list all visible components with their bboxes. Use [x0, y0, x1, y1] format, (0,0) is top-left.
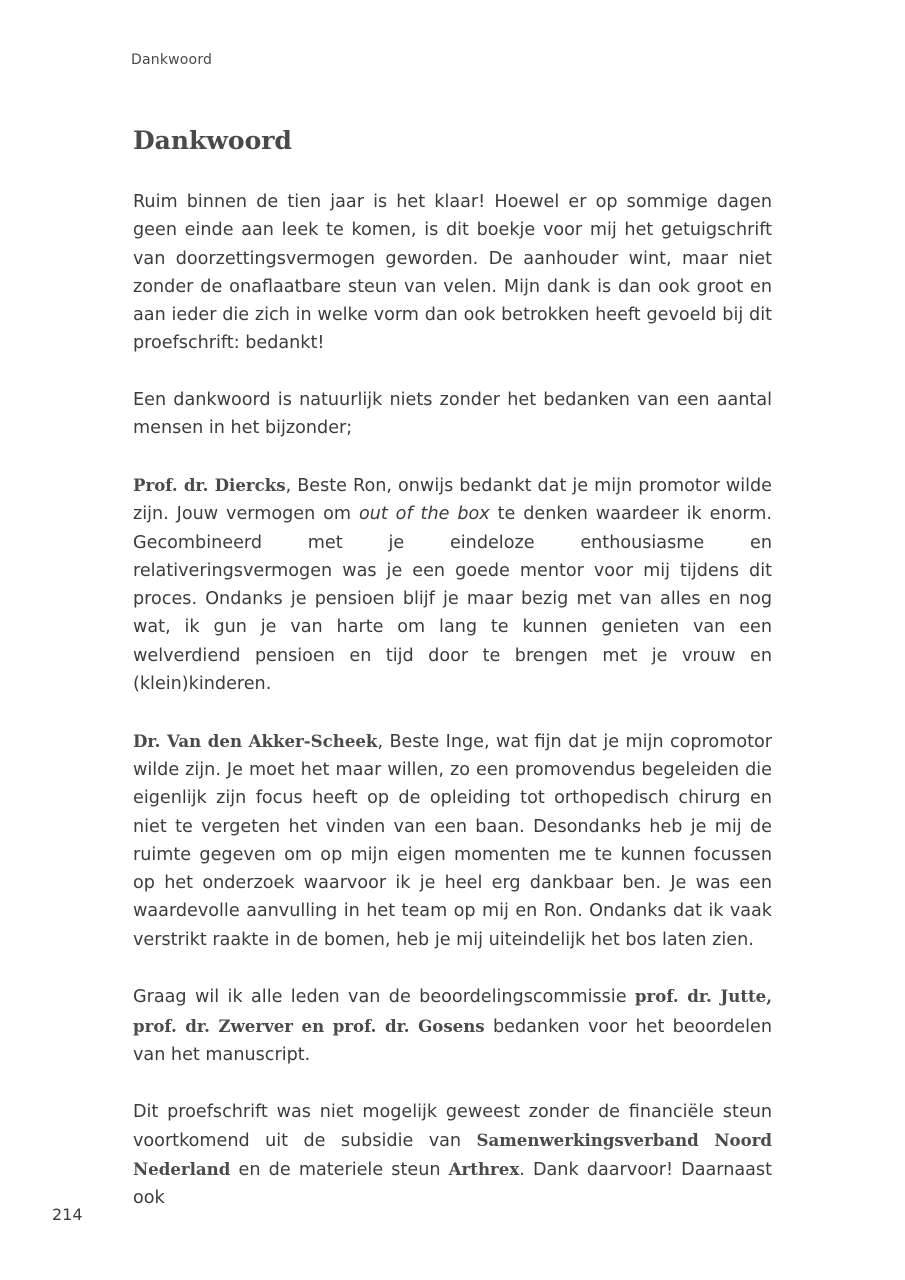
funding-org-1: Samenwerkingsverband Noord Nederland — [133, 1129, 772, 1180]
promotor-text-a: , Beste Ron, onwijs bedankt dat je mijn promotor wilde zijn. Jouw vermogen om — [133, 475, 773, 525]
paragraph-funding — [133, 1098, 772, 1213]
funding-text-c: . Dank daarvoor! Daarnaast ook — [133, 1160, 772, 1209]
running-header: Dankwoord — [131, 52, 213, 68]
funding-text-b: en de materiele steun — [230, 1160, 449, 1181]
paragraph-committee — [133, 982, 772, 1069]
copromotor-text: , Beste Inge, wat fijn dat je mijn copromotor wilde zijn. Je moet het maar willen, zo een promovendus begeleiden die eigenlijk zijn focus heeft op de opleiding tot orthopedisch chirurg en niet te vergeten het vinden van een baan. Desondanks heb je mij de ruimte gegeven om op mijn eigen momenten me te kunnen focussen op het onderzoek waarvoor ik je heel erg dankbaar ben. Je was een waardevolle aanvulling in het team op mij en Ron. Ondanks dat ik vaak verstrikt raakte in de bomen, heb je mij uiteindelijk het bos laten zien. — [133, 731, 772, 950]
committee-names: prof. dr. Jutte, prof. dr. Zwerver en prof. dr. Gosens — [133, 986, 772, 1036]
committee-text-a: Graag wil ik alle leden van de beoordelingscommissie — [133, 987, 635, 1008]
page-number: 214 — [52, 1205, 83, 1224]
copromotor-name: Dr. Van den Akker-Scheek — [133, 730, 378, 751]
paragraph-promotor — [133, 471, 772, 698]
body-text — [133, 188, 772, 1213]
promotor-italic: out of the box — [358, 504, 490, 525]
page-title: Dankwoord — [133, 126, 292, 155]
committee-text-b: bedanken voor het beoordelen van het manuscript. — [133, 1016, 772, 1065]
promotor-text-b: te denken waardeer ik enorm. Gecombineerd met je eindeloze enthousiasme en relativeringsvermogen was je een goede mentor voor mij tijdens dit proces. Ondanks je pensioen blijf je maar bezig met van alles en nog wat, ik gun je van harte om lang te kunnen genieten van een welverdiend pensioen en tijd door te brengen met je vrouw en (klein)kinderen. — [133, 504, 772, 695]
paragraph-copromotor — [133, 727, 772, 954]
paragraph-intro: Ruim binnen de tien jaar is het klaar! Hoewel er op sommige dagen geen einde aan leek te komen, is dit boekje voor mij het getuigschrift van doorzettingsvermogen geworden. De aanhouder wint, maar niet zonder de onaflaatbare steun van velen. Mijn dank is dan ook groot en aan ieder die zich in welke vorm dan ook betrokken heeft gevoeld bij dit proefschrift: bedankt! — [133, 192, 772, 354]
funding-text-a: Dit proefschrift was niet mogelijk geweest zonder de financiële steun voortkomend uit de subsidie van — [133, 1101, 772, 1151]
funding-org-2: Arthrex — [448, 1159, 520, 1180]
promotor-name: Prof. dr. Diercks — [133, 474, 286, 495]
paragraph-thanks-intro: Een dankwoord is natuurlijk niets zonder het bedanken van een aantal mensen in het bijzonder; — [133, 390, 772, 439]
